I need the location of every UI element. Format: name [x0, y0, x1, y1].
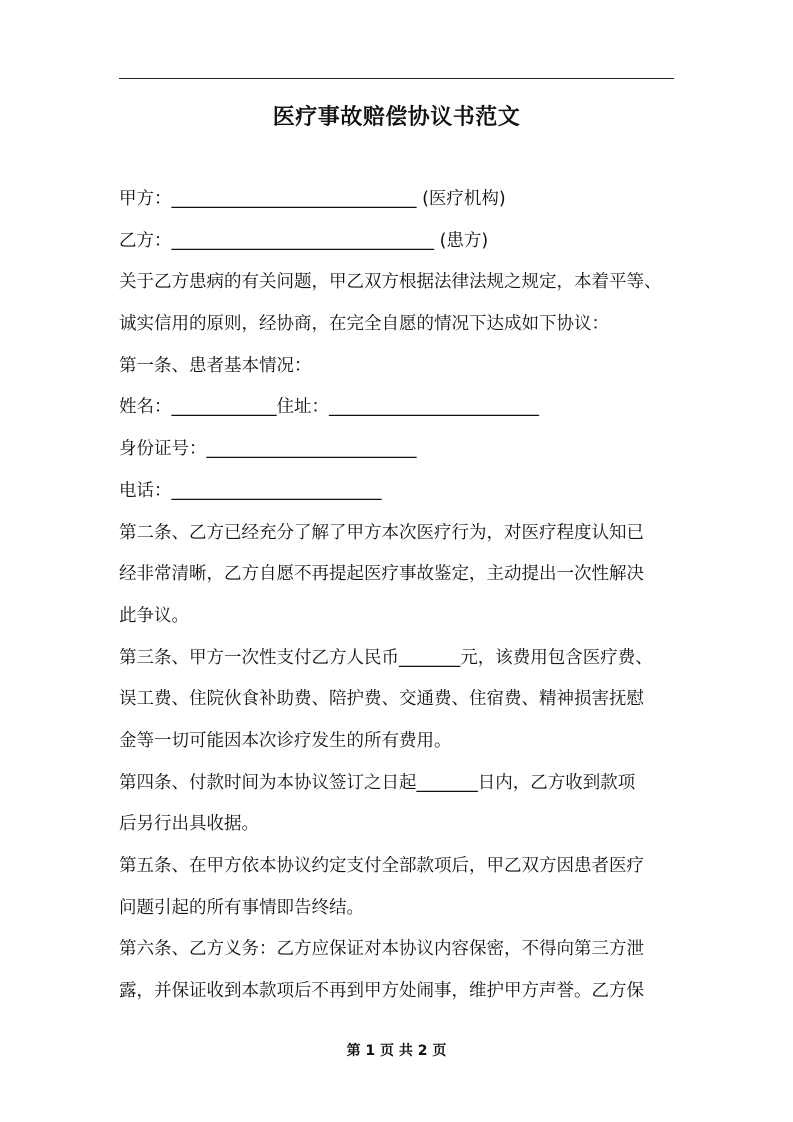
header-divider: [119, 78, 674, 79]
preamble-line-2: 诚实信用的原则，经协商，在完全自愿的情况下达成如下协议：: [119, 314, 609, 335]
page-indicator: 第 1 页 共 2 页: [346, 1043, 447, 1059]
article-3-line-1: 第三条、甲方一次性支付乙方人民币_______元，该费用包含医疗费、: [119, 647, 653, 668]
article-2-line-1: 第二条、乙方已经充分了解了甲方本次医疗行为，对医疗程度认知已: [119, 522, 644, 543]
article-3-line-2: 误工费、住院伙食补助费、陪护费、交通费、住宿费、精神损害抚慰: [119, 689, 644, 710]
article-6-line-1: 第六条、乙方义务：乙方应保证对本协议内容保密，不得向第三方泄: [119, 939, 644, 960]
phone-line: 电话：________________________: [119, 480, 382, 501]
party-a-line: 甲方：____________________________ (医疗机构): [119, 189, 506, 209]
article-2-line-3: 此争议。: [119, 605, 189, 626]
article-3-line-3: 金等一切可能因本次诊疗发生的所有费用。: [119, 730, 452, 751]
article-1-heading: 第一条、患者基本情况：: [119, 355, 312, 376]
article-5-line-1: 第五条、在甲方依本协议约定支付全部款项后，甲乙双方因患者医疗: [119, 856, 644, 876]
document-title: 医疗事故赔偿协议书范文: [272, 105, 521, 130]
article-4-line-2: 后另行出具收据。: [119, 814, 259, 835]
article-6-line-2: 露，并保证收到本款项后不再到甲方处闹事，维护甲方声誉。乙方保: [119, 981, 644, 1002]
article-4-line-1: 第四条、付款时间为本协议签订之日起_______日内，乙方收到款项: [119, 772, 636, 793]
party-b-line: 乙方：______________________________ (患方): [119, 230, 489, 251]
article-2-line-2: 经非常清晰，乙方自愿不再提起医疗事故鉴定，主动提出一次性解决: [119, 564, 644, 585]
article-5-line-2: 问题引起的所有事情即告终结。: [119, 897, 364, 918]
name-address-line: 姓名：____________住址：________________________: [119, 397, 539, 418]
id-number-line: 身份证号：________________________: [119, 439, 417, 460]
document-body: [119, 179, 679, 1013]
preamble-line-1: 关于乙方患病的有关问题，甲乙双方根据法律法规之规定，本着平等、: [119, 272, 662, 293]
